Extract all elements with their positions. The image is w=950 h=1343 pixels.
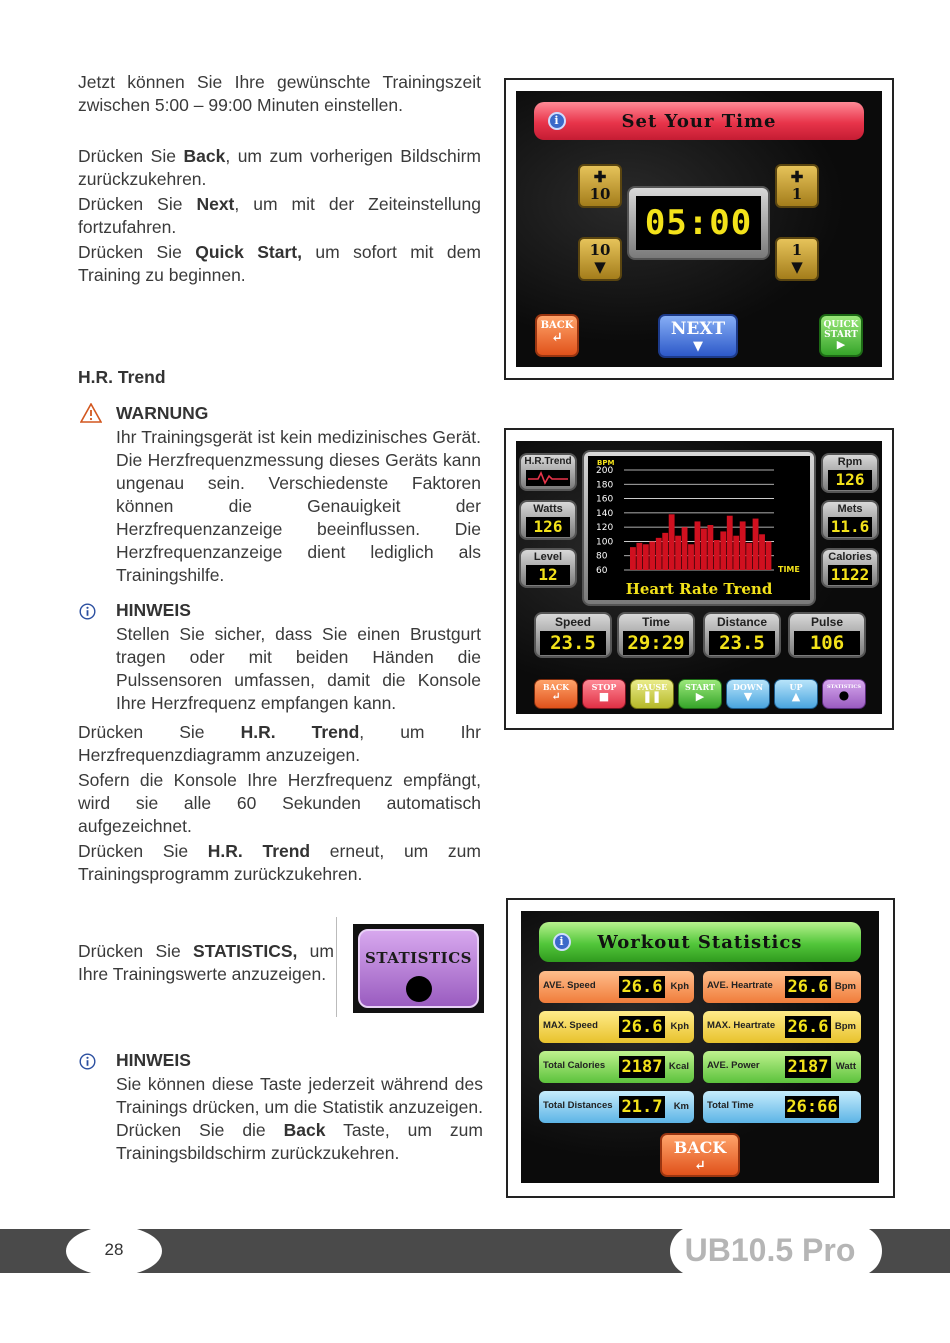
rpm-value: 126 <box>828 470 872 490</box>
speed-value: 23.5 <box>540 631 606 655</box>
rpm-panel: Rpm 126 <box>821 453 879 493</box>
hr-trend-instruction: Drücken Sie H.R. Trend, um Ihr Herzfrequenzdiagramm anzuzeigen. <box>78 722 481 765</box>
quick-start-instruction: Drücken Sie Quick Start, um sofort mit dem Training zu beginnen. <box>78 242 481 285</box>
pause-icon: ❚❚ <box>642 690 662 703</box>
hr-bar <box>656 538 662 570</box>
play-icon: ▶ <box>695 690 705 703</box>
hint-text-2: Sie können diese Taste jederzeit während des Trainings drücken, um die Statistik anzuzeigen. Drücken Sie die Back Taste, um zum Trainingsbildschirm zurückzukehren. <box>116 1074 483 1163</box>
next-instruction: Drücken Sie Next, um mit der Zeiteinstellung fortzufahren. <box>78 194 481 237</box>
total-distance-cell: Total Distances 21.7 Km <box>539 1091 694 1123</box>
hint-title: HINWEIS <box>116 600 191 620</box>
heartbeat-icon <box>526 470 570 486</box>
down-arrow-icon: ▼ <box>743 690 753 703</box>
calories-value: 1122 <box>828 565 872 585</box>
y-tick-label: 80 <box>596 551 608 562</box>
statistics-button-image <box>353 924 484 1013</box>
y-tick-label: 160 <box>596 494 614 505</box>
info-icon[interactable]: i <box>553 933 571 951</box>
hr-bar <box>636 543 642 570</box>
info-icon <box>79 1053 96 1070</box>
watts-value: 126 <box>526 517 570 537</box>
minus-10-button[interactable]: 10 ▼ <box>578 237 622 281</box>
y-tick-label: 140 <box>596 508 614 519</box>
hr-bar <box>733 536 739 570</box>
hr-bar <box>669 514 675 570</box>
y-tick-label: 60 <box>596 566 608 576</box>
return-arrow-icon: ↵ <box>551 330 563 346</box>
time-display-frame <box>627 186 770 260</box>
statistics-button[interactable] <box>358 929 479 1008</box>
y-tick-label: 100 <box>596 537 614 548</box>
hr-bar <box>688 544 694 570</box>
set-time-title: Set Your Time <box>621 110 777 132</box>
hr-return-instruction: Drücken Sie H.R. Trend erneut, um zum Trainingsprogramm zurückzukehren. <box>78 841 481 884</box>
set-time-screenshot <box>504 78 894 380</box>
plus-1-button[interactable]: ✚ 1 <box>775 164 819 208</box>
minus-1-button[interactable]: 1 ▼ <box>775 237 819 281</box>
up-button[interactable]: UP ▲ <box>774 679 818 709</box>
level-panel: Level 12 <box>519 548 577 588</box>
stop-button[interactable]: STOP ■ <box>582 679 626 709</box>
hr-bar <box>682 527 688 570</box>
y-tick-label: 120 <box>596 523 614 534</box>
page-number: 28 <box>104 1240 124 1259</box>
model-name: UB10.5 Pro <box>684 1232 856 1268</box>
statistics-instruction: Drücken Sie STATISTICS, um Ihre Trainingswerte anzuzeigen. <box>78 941 334 984</box>
ave-speed-cell: AVE. Speed 26.6 Kph <box>539 971 694 1003</box>
return-arrow-icon: ↵ <box>551 690 561 703</box>
hr-bar <box>701 529 707 570</box>
start-button[interactable]: START ▶ <box>678 679 722 709</box>
distance-panel: Distance 23.5 <box>703 612 781 658</box>
ave-heartrate-cell: AVE. Heartrate 26.6 Bpm <box>703 971 861 1003</box>
down-arrow-icon: ▼ <box>693 339 703 354</box>
back-button[interactable]: BACK ↵ <box>535 314 579 357</box>
heart-rate-chart <box>588 456 810 600</box>
y-tick-label: 180 <box>596 480 614 491</box>
mets-panel: Mets 11.6 <box>821 500 879 540</box>
workout-stats-header <box>539 922 861 962</box>
back-instruction: Drücken Sie Back, um zum vorherigen Bildschirm zurückzukehren. <box>78 146 481 189</box>
hr-bar <box>675 536 681 570</box>
workout-stats-screenshot <box>506 898 895 1198</box>
plus-10-button[interactable]: ✚ 10 <box>578 164 622 208</box>
speed-panel: Speed 23.5 <box>534 612 612 658</box>
calories-panel: Calories 1122 <box>821 548 879 588</box>
time-panel: Time 29:29 <box>617 612 695 658</box>
y-axis-label: BPM <box>597 459 615 467</box>
plus-icon: ✚ <box>790 168 804 186</box>
x-axis-label: TIME <box>778 565 800 574</box>
record-dot-icon <box>406 976 432 1002</box>
hint-title-2: HINWEIS <box>116 1050 191 1070</box>
hr-bar <box>707 525 713 570</box>
hr-bar <box>662 533 668 570</box>
hr-bar <box>695 521 701 570</box>
hr-trend-heading: H.R. Trend <box>78 367 166 387</box>
y-tick-label: 200 <box>596 466 614 476</box>
total-time-cell: Total Time 26:66 <box>703 1091 861 1123</box>
mets-value: 11.6 <box>828 517 872 537</box>
pulse-value: 106 <box>794 631 860 655</box>
down-arrow-icon: ▼ <box>791 258 803 276</box>
next-button[interactable]: NEXT ▼ <box>658 314 738 358</box>
page-number-badge <box>66 1226 162 1276</box>
hr-bar <box>746 543 752 570</box>
time-value: 29:29 <box>623 631 689 655</box>
plus-icon: ✚ <box>593 168 607 186</box>
statistics-button-label: STATISTICS <box>365 949 472 967</box>
down-arrow-icon: ▼ <box>594 258 606 276</box>
chart-title: Heart Rate Trend <box>625 580 773 598</box>
record-dot-icon: ● <box>838 688 850 702</box>
hr-record-text: Sofern die Konsole Ihre Herzfrequenz empfängt, wird sie alle 60 Sekunden automatisch aufgezeichnet. <box>78 770 481 836</box>
max-speed-cell: MAX. Speed 26.6 Kph <box>539 1011 694 1043</box>
level-value: 12 <box>526 565 570 585</box>
info-icon <box>79 603 96 620</box>
warning-title: WARNUNG <box>116 403 209 423</box>
pause-button[interactable]: PAUSE ❚❚ <box>630 679 674 709</box>
hr-trend-screen <box>516 441 882 714</box>
hr-bar <box>720 531 726 570</box>
warning-icon <box>80 403 102 423</box>
play-icon: ▶ <box>836 338 846 351</box>
max-heartrate-cell: MAX. Heartrate 26.6 Bpm <box>703 1011 861 1043</box>
quick-start-button[interactable]: QUICK START ▶ <box>819 314 863 357</box>
set-time-header <box>534 102 864 140</box>
hr-bar <box>727 516 733 570</box>
stop-icon: ■ <box>598 690 610 703</box>
warning-text: Ihr Trainingsgerät ist kein medizinisches Gerät. Die Herzfrequenzmessung dieses Geräts kann ungenau sein. Verschiedenste Faktoren können die Genauigkeit der Herzfrequenzanzeige beeinflussen. Die Herzfrequenzanzeige dient lediglich als Trainingshilfe. <box>116 427 481 585</box>
hr-back-button[interactable]: BACK ↵ <box>534 679 578 709</box>
model-badge <box>670 1226 882 1276</box>
total-calories-cell: Total Calories 2187 Kcal <box>539 1051 694 1083</box>
workout-stats-screen <box>521 911 879 1183</box>
hr-trend-screenshot <box>504 428 894 730</box>
hr-bar <box>753 519 759 570</box>
hr-bar <box>643 544 649 570</box>
hint-text: Stellen Sie sicher, dass Sie einen Brustgurt tragen oder mit beiden Händen die Pulssensoren umfassen, damit die Konsole Ihre Herzfrequenz empfangen kann. <box>116 624 481 713</box>
set-time-screen <box>516 91 882 367</box>
hr-bar <box>740 521 746 570</box>
up-arrow-icon: ▲ <box>791 690 801 703</box>
hr-bar <box>630 547 636 570</box>
hr-bar <box>759 534 765 570</box>
ave-power-cell: AVE. Power 2187 Watt <box>703 1051 861 1083</box>
intro-paragraph: Jetzt können Sie Ihre gewünschte Trainingszeit zwischen 5:00 – 99:00 Minuten einstellen. <box>78 72 481 115</box>
divider <box>336 917 337 1017</box>
distance-value: 23.5 <box>709 631 775 655</box>
workout-stats-title: Workout Statistics <box>597 931 803 953</box>
hr-chart-frame <box>582 450 816 606</box>
info-icon[interactable]: i <box>548 112 566 130</box>
pulse-panel: Pulse 106 <box>788 612 866 658</box>
statistics-small-button[interactable]: STATISTICS ● <box>822 679 866 709</box>
down-button[interactable]: DOWN ▼ <box>726 679 770 709</box>
hr-bar <box>649 541 655 570</box>
time-display: 05:00 <box>636 196 761 250</box>
hr-trend-button[interactable]: H.R.Trend <box>519 453 577 491</box>
hr-bar <box>766 541 772 570</box>
hr-bar <box>714 540 720 570</box>
return-arrow-icon: ↵ <box>694 1158 706 1174</box>
stats-back-button[interactable]: BACK ↵ <box>660 1133 740 1177</box>
watts-panel: Watts 126 <box>519 500 577 540</box>
